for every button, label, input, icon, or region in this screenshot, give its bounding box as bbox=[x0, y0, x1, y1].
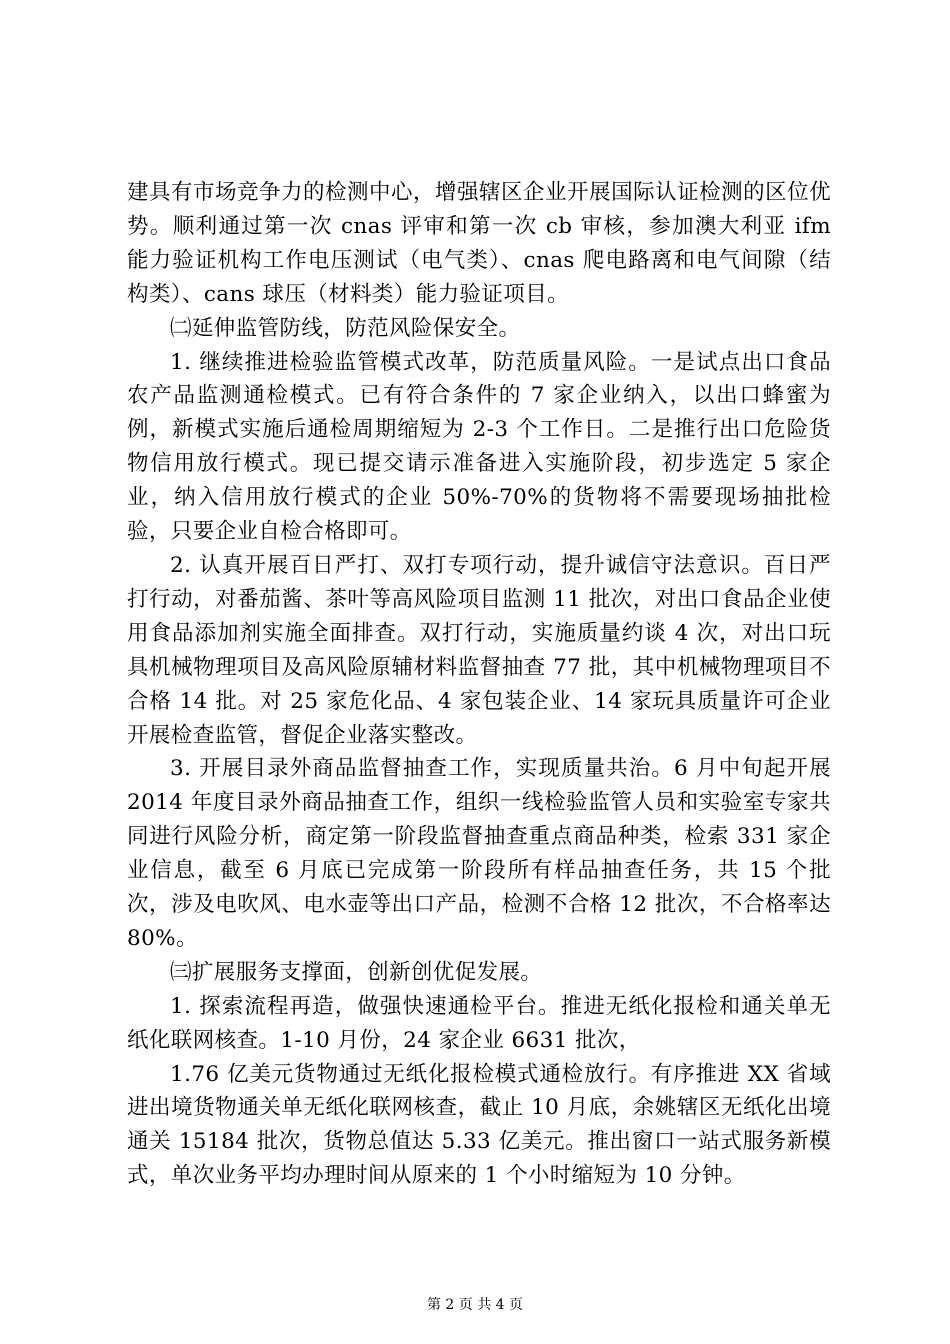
paragraph-spot-check: 3. 开展目录外商品监督抽查工作，实现质量共治。6 月中旬起开展 2014 年度目录外商品抽查工作，组织一线检验监管人员和实验室专家共同进行风险分析，商定第一阶段监督抽查重点商品种类，检索 331 家企业信息，截至 6 月底已完成第一阶段所有样品抽查任务，共 15 个批次，涉及电吹风、电水壶等出口产品，检测不合格 12 批次，不合格率达 80%。 bbox=[127, 756, 831, 951]
paragraph-paperless-clearance: 1.76 亿美元货物通过无纸化报检模式通检放行。有序推进 XX 省域进出境货物通关单无纸化联网核查，截止 10 月底，余姚辖区无纸化出境通关 15184 批次，货物总值达 5.33 亿美元。推出窗口一站式服务新模式，单次业务平均办理时间从原来的 1 个小时缩短为 10 分钟。 bbox=[127, 1061, 831, 1189]
section-heading-2: ㈡延伸监管防线，防范风险保安全。 bbox=[170, 315, 521, 341]
page-footer: 第 2 页 共 4 页 bbox=[426, 1297, 524, 1313]
paragraph-crackdown-actions: 2. 认真开展百日严打、双打专项行动，提升诚信守法意识。百日严打行动，对番茄酱、茶叶等高风险项目监测 11 批次，对出口食品企业使用食品添加剂实施全面排查。双打行动，实施质量约谈 4 次，对出口玩具机械物理项目及高风险原辅材料监督抽查 77 批，其中机械物理项目不合格 14 批。对 25 家危化品、4 家包装企业、14 家玩具质量许可企业开展检查监管，督促企业落实整改。 bbox=[127, 552, 831, 748]
section-heading-3: ㈢扩展服务支撑面，创新创优促发展。 bbox=[170, 959, 543, 985]
document-body bbox=[127, 176, 831, 1193]
paragraph-process-reengineering: 1. 探索流程再造，做强快速通检平台。推进无纸化报检和通关单无纸化联网核查。1-10 月份，24 家企业 6631 批次， bbox=[127, 993, 831, 1053]
paragraph-cnas-certification: 建具有市场竞争力的检测中心，增强辖区企业开展国际认证检测的区位优势。顺利通过第一次 cnas 评审和第一次 cb 审核，参加澳大利亚 ifm 能力验证机构工作电压测试（电气类）、cnas 爬电路离和电气间隙（结构类）、cans 球压（材料类）能力验证项目。 bbox=[127, 180, 831, 307]
paragraph-inspection-reform: 1. 继续推进检验监管模式改革，防范质量风险。一是试点出口食品农产品监测通检模式。已有符合条件的 7 家企业纳入，以出口蜂蜜为例，新模式实施后通检周期缩短为 2-3 个工作日。二是推行出口危险货物信用放行模式。现已提交请示准备进入实施阶段，初步选定 5 家企业，纳入信用放行模式的企业 50%-70%的货物将不需要现场抽批检验，只要企业自检合格即可。 bbox=[127, 349, 831, 545]
